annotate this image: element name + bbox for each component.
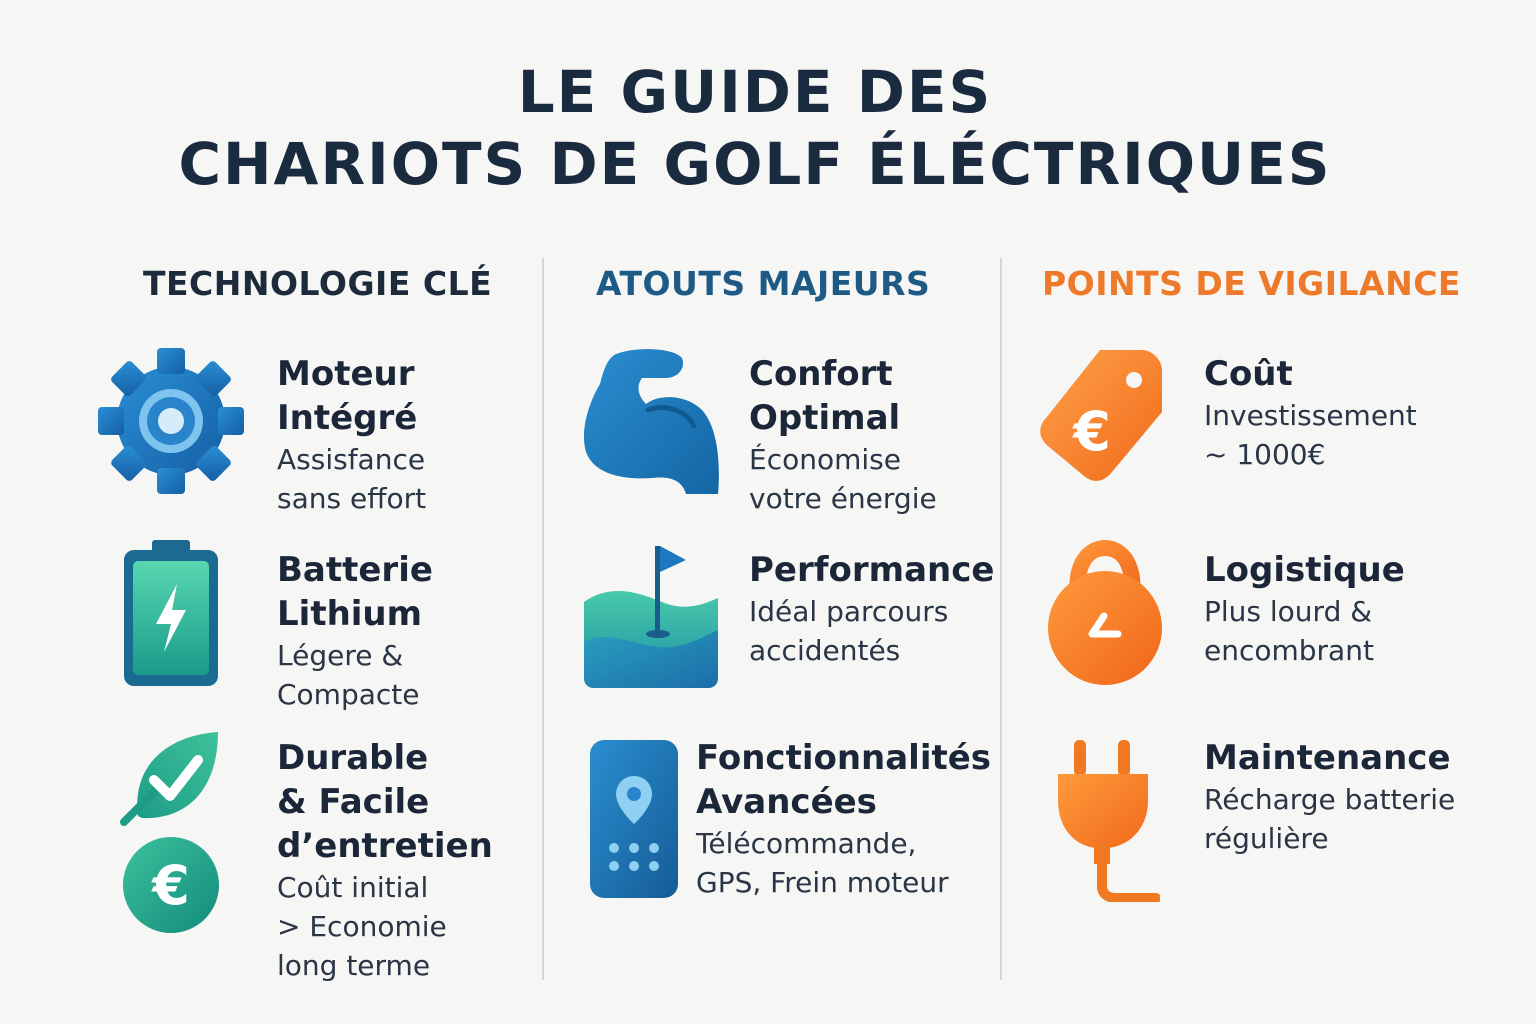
item-title: Maintenance	[1204, 738, 1451, 778]
golf-flag-icon	[582, 542, 720, 688]
item-fonctionnalites	[696, 736, 991, 902]
item-title: Moteur	[277, 354, 415, 394]
item-description: ~ 1000€	[1204, 438, 1326, 471]
kettlebell-icon	[1046, 538, 1164, 686]
item-title: Batterie	[277, 550, 433, 590]
item-description: long terme	[277, 949, 431, 982]
item-maintenance	[1204, 736, 1455, 858]
item-description: Compacte	[277, 678, 420, 711]
title-line-2: CHARIOTS DE GOLF ÉLÉCTRIQUES	[178, 130, 1332, 198]
battery-icon	[122, 540, 220, 688]
euro-coin-icon	[122, 836, 220, 934]
item-title: Intégré	[277, 398, 418, 438]
item-title: Durable	[277, 738, 429, 778]
item-title: Performance	[749, 550, 995, 590]
plug-icon	[1056, 738, 1160, 902]
column-heading-technologie: TECHNOLOGIE CLÉ	[143, 264, 493, 303]
item-moteur	[277, 352, 426, 518]
item-title: Optimal	[749, 398, 901, 438]
item-title: Logistique	[1204, 550, 1405, 590]
leaf-check-icon	[118, 730, 222, 826]
item-description: régulière	[1204, 822, 1329, 855]
item-confort	[749, 352, 937, 518]
title-line-1: LE GUIDE DES	[517, 58, 993, 126]
item-description: Économise	[749, 443, 901, 476]
item-description: Plus lourd &	[1204, 595, 1373, 628]
column-heading-vigilance: POINTS DE VIGILANCE	[1042, 264, 1461, 303]
price-tag-euro-icon	[1040, 350, 1164, 484]
item-description: > Economie	[277, 910, 447, 943]
page-title	[0, 56, 1510, 200]
svg-text:€: €	[152, 854, 190, 917]
gear-icon	[96, 346, 246, 496]
item-title: d’entretien	[277, 826, 493, 866]
flexed-arm-icon	[582, 348, 722, 496]
item-title: Confort	[749, 354, 893, 394]
remote-control-icon	[590, 740, 678, 898]
item-performance	[749, 548, 994, 670]
item-title: Lithium	[277, 594, 423, 634]
column-heading-atouts: ATOUTS MAJEURS	[596, 264, 931, 303]
item-title: Fonctionnalités	[696, 738, 992, 778]
item-title: Coût	[1204, 354, 1293, 394]
item-cout	[1204, 352, 1417, 474]
item-batterie	[277, 548, 433, 714]
item-description: Télécommande,	[696, 827, 917, 860]
item-description: Assisfance	[277, 443, 426, 476]
column-divider-1	[542, 258, 544, 980]
item-description: Investissement	[1204, 399, 1417, 432]
item-description: Coût initial	[277, 871, 429, 904]
item-description: encombrant	[1204, 634, 1374, 667]
item-description: GPS, Frein moteur	[696, 866, 949, 899]
item-logistique	[1204, 548, 1405, 670]
item-description: votre énergie	[749, 482, 937, 515]
column-divider-2	[1000, 258, 1002, 980]
item-durable	[277, 736, 493, 985]
item-description: sans effort	[277, 482, 427, 515]
item-description: Récharge batterie	[1204, 783, 1456, 816]
item-description: Idéal parcours	[749, 595, 949, 628]
tag-euro-symbol: €	[1073, 400, 1111, 463]
item-title: & Facile	[277, 782, 430, 822]
item-title: Avancées	[696, 782, 877, 822]
item-description: Légere &	[277, 639, 404, 672]
item-description: accidentés	[749, 634, 901, 667]
